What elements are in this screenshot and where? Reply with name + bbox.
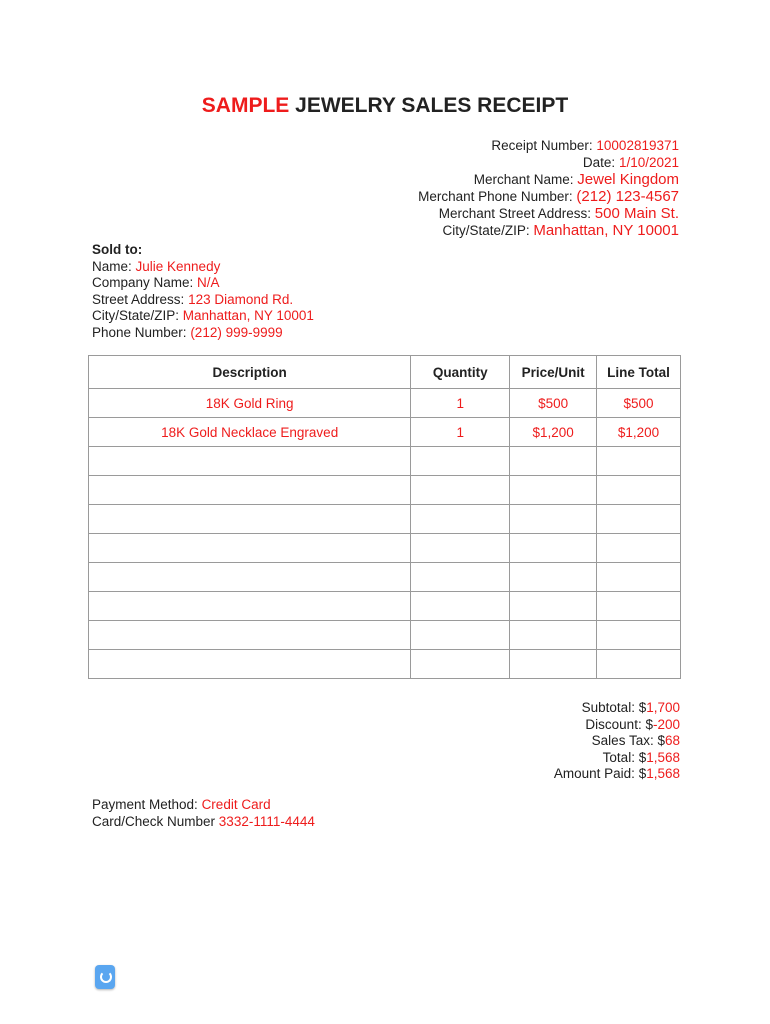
customer-name: Julie Kennedy xyxy=(135,258,221,274)
card-number-line: Card/Check Number 3332-1111-4444 xyxy=(92,813,315,829)
header-line-total: Line Total xyxy=(597,356,681,389)
table-row-empty xyxy=(89,621,681,650)
merchant-phone: (212) 123-4567 xyxy=(576,188,679,205)
total-value: 1,568 xyxy=(646,749,680,765)
cell-line-total: $1,200 xyxy=(597,418,681,447)
cell-line-total: $500 xyxy=(597,389,681,418)
header-price-unit: Price/Unit xyxy=(510,356,597,389)
receipt-number: 10002819371 xyxy=(596,138,679,153)
cell-description: 18K Gold Necklace Engraved xyxy=(89,418,411,447)
customer-city: Manhattan, NY 10001 xyxy=(182,308,314,323)
discount-line: Discount: $-200 xyxy=(585,716,680,732)
customer-street: 123 Diamond Rd. xyxy=(188,291,294,307)
items-table xyxy=(88,355,681,679)
table-row-empty xyxy=(89,476,681,505)
customer-company: N/A xyxy=(197,275,220,290)
customer-street-line: Street Address: 123 Diamond Rd. xyxy=(92,291,294,307)
receipt-number-line: Receipt Number: 10002819371 xyxy=(491,138,679,153)
merchant-name-line: Merchant Name: Jewel Kingdom xyxy=(473,171,679,188)
payment-method-line: Payment Method: Credit Card xyxy=(92,797,271,812)
cell-price-unit: $1,200 xyxy=(510,418,597,447)
table-row-empty xyxy=(89,447,681,476)
receipt-title xyxy=(0,94,770,118)
table-header-row xyxy=(89,356,681,389)
cell-price-unit: $500 xyxy=(510,389,597,418)
title-rest: JEWELRY SALES RECEIPT xyxy=(289,94,569,117)
cell-description: 18K Gold Ring xyxy=(89,389,411,418)
merchant-name: Jewel Kingdom xyxy=(577,171,679,188)
table-row-empty xyxy=(89,534,681,563)
merchant-street-line: Merchant Street Address: 500 Main St. xyxy=(438,205,679,222)
header-quantity: Quantity xyxy=(411,356,510,389)
table-row-empty xyxy=(89,505,681,534)
discount-value: -200 xyxy=(652,716,680,732)
customer-city-line: City/State/ZIP: Manhattan, NY 10001 xyxy=(92,308,314,323)
customer-company-line: Company Name: N/A xyxy=(92,275,220,290)
date-line: Date: 1/10/2021 xyxy=(582,155,679,170)
table-row xyxy=(89,418,681,447)
payment-block xyxy=(92,797,315,830)
merchant-info xyxy=(418,137,679,239)
table-row-empty xyxy=(89,563,681,592)
receipt-date: 1/10/2021 xyxy=(618,155,679,170)
table-row-empty xyxy=(89,650,681,679)
sales-tax-line: Sales Tax: $68 xyxy=(591,733,680,748)
table-row-empty xyxy=(89,592,681,621)
floating-widget-icon[interactable] xyxy=(95,965,115,989)
amount-paid-value: 1,568 xyxy=(646,766,680,781)
sold-to-block xyxy=(92,242,314,341)
cell-quantity: 1 xyxy=(411,418,510,447)
merchant-street: 500 Main St. xyxy=(594,205,679,222)
total-line: Total: $1,568 xyxy=(602,749,680,765)
amount-paid-line: Amount Paid: $1,568 xyxy=(553,766,680,781)
table-row xyxy=(89,389,681,418)
card-number: 3332-1111-4444 xyxy=(218,813,315,829)
sold-to-heading: Sold to: xyxy=(92,242,143,257)
subtotal-value: 1,700 xyxy=(646,700,680,715)
customer-phone-line: Phone Number: (212) 999-9999 xyxy=(92,324,283,340)
merchant-phone-line: Merchant Phone Number: (212) 123-4567 xyxy=(418,188,679,205)
cell-quantity: 1 xyxy=(411,389,510,418)
customer-name-line: Name: Julie Kennedy xyxy=(92,258,221,274)
header-description: Description xyxy=(89,356,411,389)
subtotal-line: Subtotal: $1,700 xyxy=(581,700,680,715)
payment-method: Credit Card xyxy=(201,797,271,812)
customer-phone: (212) 999-9999 xyxy=(190,324,283,340)
merchant-city: Manhattan, NY 10001 xyxy=(533,222,679,239)
sales-tax-value: 68 xyxy=(664,733,680,748)
merchant-city-line: City/State/ZIP: Manhattan, NY 10001 xyxy=(442,222,679,239)
title-accent: SAMPLE xyxy=(201,94,290,117)
totals-block xyxy=(554,700,680,783)
